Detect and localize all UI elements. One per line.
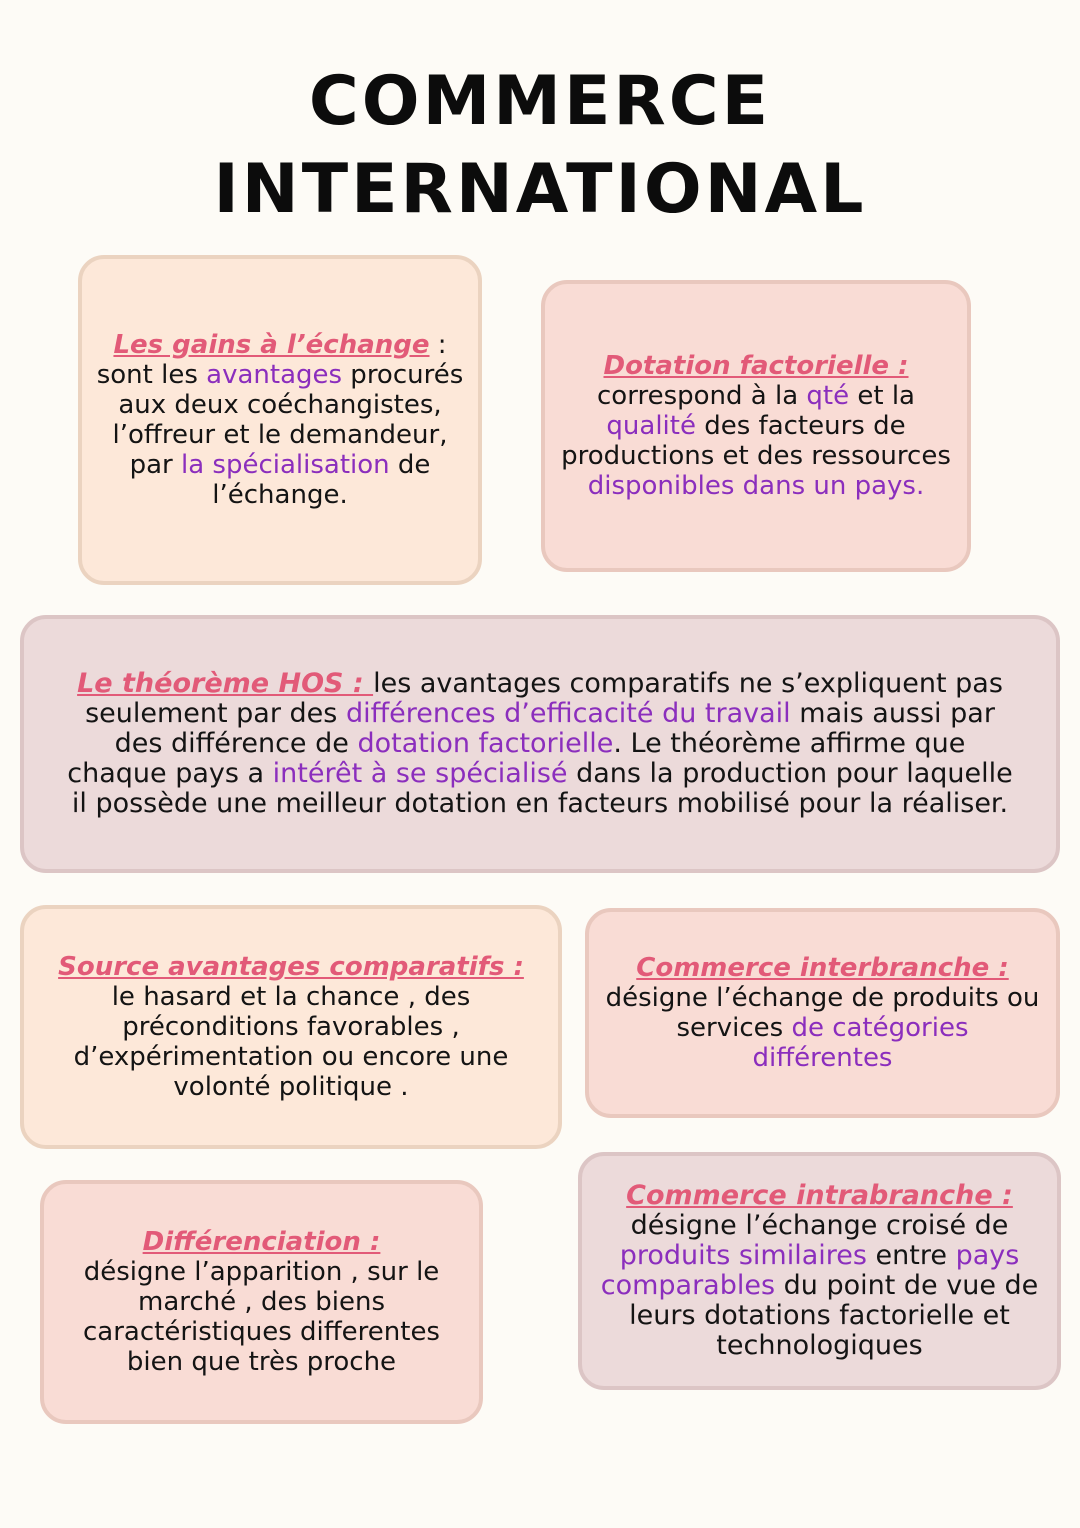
text: des facteurs de productions et des ressources — [561, 411, 951, 471]
highlight: la spécialisation — [180, 450, 390, 480]
highlight: pays comparables — [600, 1240, 1020, 1301]
text: sont les — [96, 360, 207, 390]
highlight: intérêt à se spécialisé — [272, 758, 568, 789]
text: du point de vue de leurs dotations factorielle et technologiques — [629, 1270, 1039, 1361]
text: correspond à la — [597, 381, 807, 411]
card-interbranche-text — [603, 953, 1042, 1073]
card-gains-text — [96, 330, 464, 510]
text: désigne l’échange croisé de — [630, 1210, 1009, 1241]
card-intrabranche-text — [596, 1181, 1043, 1361]
card-source-text — [38, 952, 544, 1102]
card-dotation-factorielle — [541, 280, 971, 572]
card-source-avantages — [20, 905, 562, 1149]
highlight: qté — [806, 381, 850, 411]
text: de l’échange. — [212, 450, 431, 510]
page-title — [0, 58, 1080, 234]
page-title-line-1: COMMERCE — [308, 62, 772, 141]
card-gains-echange — [78, 255, 482, 585]
card-hos-heading: Le théorème HOS : — [77, 668, 374, 699]
card-commerce-intrabranche — [578, 1152, 1061, 1390]
highlight: disponibles dans un pays. — [587, 471, 925, 501]
card-dotation-text — [559, 351, 953, 501]
card-dotation-heading: Dotation factorielle : — [603, 351, 909, 381]
text: . Le théorème affirme que chaque pays a — [67, 728, 966, 789]
card-differenciation — [40, 1180, 483, 1424]
card-differenciation-heading: Différenciation : — [142, 1227, 381, 1257]
page-title-line-2: INTERNATIONAL — [213, 150, 867, 229]
text: entre — [866, 1240, 956, 1271]
text: désigne l’échange de produits ou services — [605, 983, 1040, 1043]
text: mais aussi par des différence de — [114, 698, 995, 759]
card-intrabranche-heading: Commerce intrabranche : — [626, 1180, 1013, 1211]
text: dans la production pour laquelle il possède une meilleur dotation en facteurs mobilisé pour la réaliser. — [71, 758, 1013, 819]
highlight: avantages — [206, 360, 343, 390]
text: procurés aux deux coéchangistes, l’offreur et le demandeur, par — [112, 360, 464, 480]
card-differenciation-text — [58, 1227, 465, 1377]
highlight: produits similaires — [619, 1240, 867, 1271]
card-interbranche-heading: Commerce interbranche : — [636, 953, 1009, 983]
highlight: de catégories différentes — [752, 1013, 969, 1073]
card-gains-heading: Les gains à l’échange — [113, 330, 430, 360]
card-theoreme-hos — [20, 615, 1060, 873]
highlight: dotation factorielle — [357, 728, 614, 759]
text: le hasard et la chance , des préconditions favorables , d’expérimentation ou encore une volonté politique . — [73, 982, 509, 1102]
card-hos-text — [64, 669, 1016, 819]
card-commerce-interbranche — [585, 908, 1060, 1118]
card-source-heading: Source avantages comparatifs : — [58, 952, 524, 982]
text: et la — [849, 381, 915, 411]
text: les avantages comparatifs ne s’expliquent pas seulement par des — [85, 668, 1003, 729]
highlight: qualité — [606, 411, 696, 441]
card-gains-colon: : — [429, 330, 447, 360]
text: désigne l’apparition , sur le marché , des biens caractéristiques differentes bien que très proche — [83, 1257, 440, 1377]
highlight: différences d’efficacité du travail — [345, 698, 791, 729]
